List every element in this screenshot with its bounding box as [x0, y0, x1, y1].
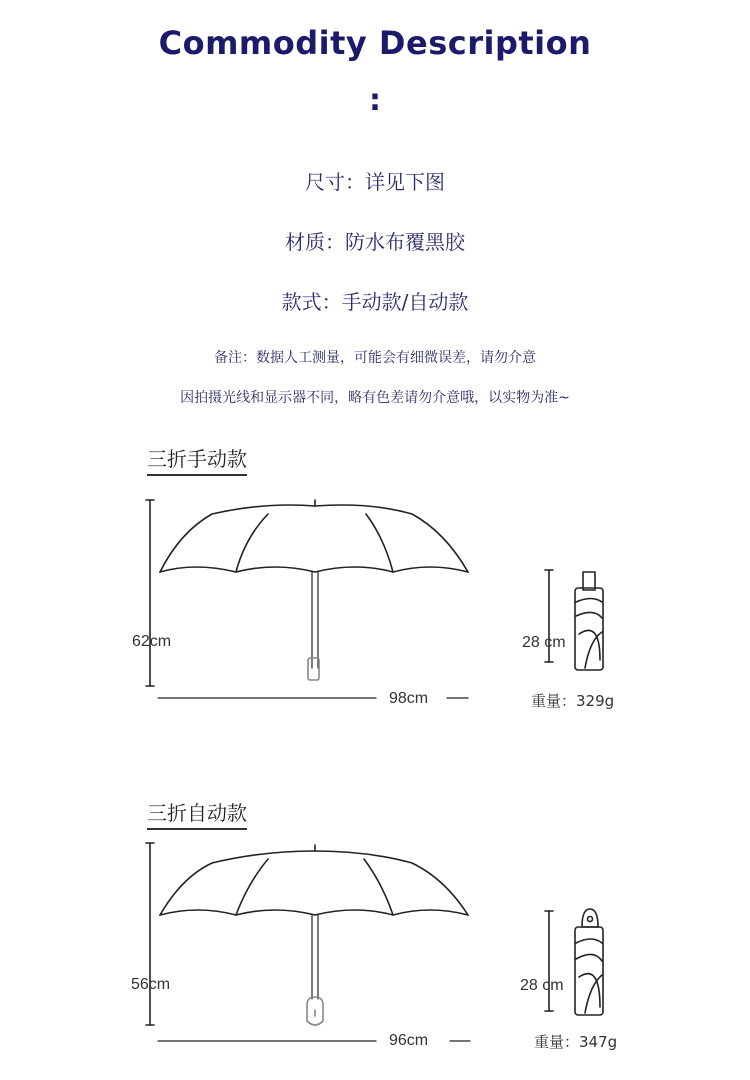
manual-height-label: 62cm — [132, 633, 172, 650]
title-colon: : — [369, 83, 381, 118]
note-measurement: 备注：数据人工测量，可能会有细微误差，请勿介意 — [214, 350, 536, 366]
manual-weight-label: 重量：329g — [531, 692, 615, 710]
auto-weight-label: 重量：347g — [534, 1033, 618, 1051]
auto-folded-length-label: 28 cm — [520, 977, 564, 994]
spec-size: 尺寸：详见下图 — [305, 170, 445, 194]
manual-umbrella-diagram — [0, 490, 750, 720]
section-title-auto: 三折自动款 — [147, 797, 247, 826]
manual-folded-length-label: 28 cm — [522, 634, 566, 651]
section-title-manual: 三折手动款 — [147, 443, 247, 472]
auto-umbrella-diagram — [0, 835, 750, 1065]
auto-height-label: 56cm — [131, 976, 171, 993]
page-title: Commodity Description — [158, 24, 592, 62]
spec-style: 款式：手动款/自动款 — [281, 290, 469, 314]
spec-material: 材质：防水布覆黑胶 — [285, 230, 465, 254]
note-color: 因拍摄光线和显示器不同，略有色差请勿介意哦，以实物为准~ — [180, 390, 570, 406]
auto-width-label: 96cm — [389, 1032, 429, 1049]
manual-width-label: 98cm — [389, 690, 429, 707]
